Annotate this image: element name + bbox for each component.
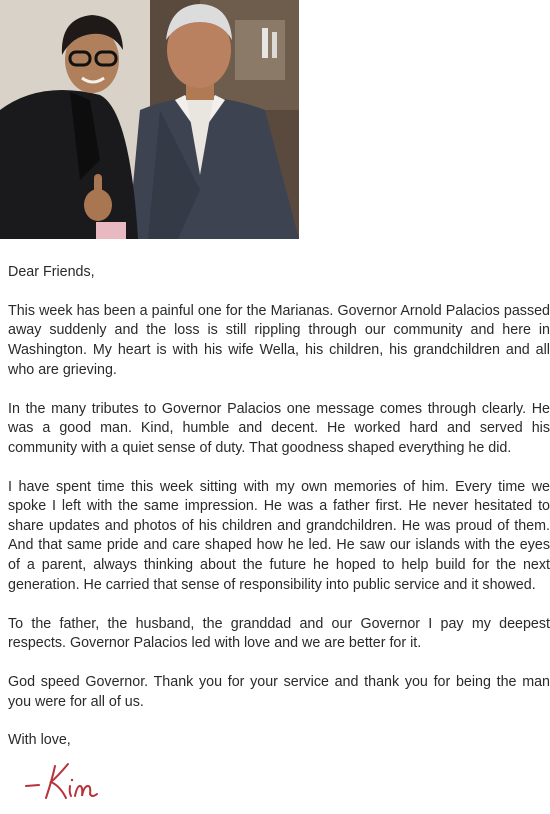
letter-paragraph: To the father, the husband, the granddad and our Governor I pay my deepest respects. Governor Palacios led with love and we are better for it. (8, 615, 550, 652)
letter-paragraph: In the many tributes to Governor Palacios one message comes through clearly. He was a good man. Kind, humble and decent. He worked hard and served his community with a quiet sense of duty. That goodness shaped everything he did. (8, 400, 550, 456)
letter-paragraph: I have spent time this week sitting with my own memories of him. Every time we spoke I left with the same impression. He was a father first. He never hesitated to share updates and photos of his children and grandchildren. He was proud of them. And that same pride and care shaped how he led. He saw our islands with the eyes of a parent, always thinking about the future he hoped to help build for the next generation. He carried that sense of responsibility into public service and it showed. (8, 478, 550, 593)
letter-paragraph: God speed Governor. Thank you for your service and thank you for being the man you were for all of us. (8, 673, 550, 710)
letter-body (8, 263, 550, 770)
signature (22, 758, 112, 804)
salutation: Dear Friends, (8, 264, 95, 280)
header-photo (0, 0, 299, 239)
handwritten-signature (22, 758, 112, 804)
two-people-photo (0, 0, 299, 239)
closing: With love, (8, 732, 71, 749)
letter-paragraph: This week has been a painful one for the Marianas. Governor Arnold Palacios passed away suddenly and the loss is still rippling through our community and here in Washington. My heart is with his wife Wella, his children, his grandchildren and all who are grieving. (8, 302, 550, 378)
